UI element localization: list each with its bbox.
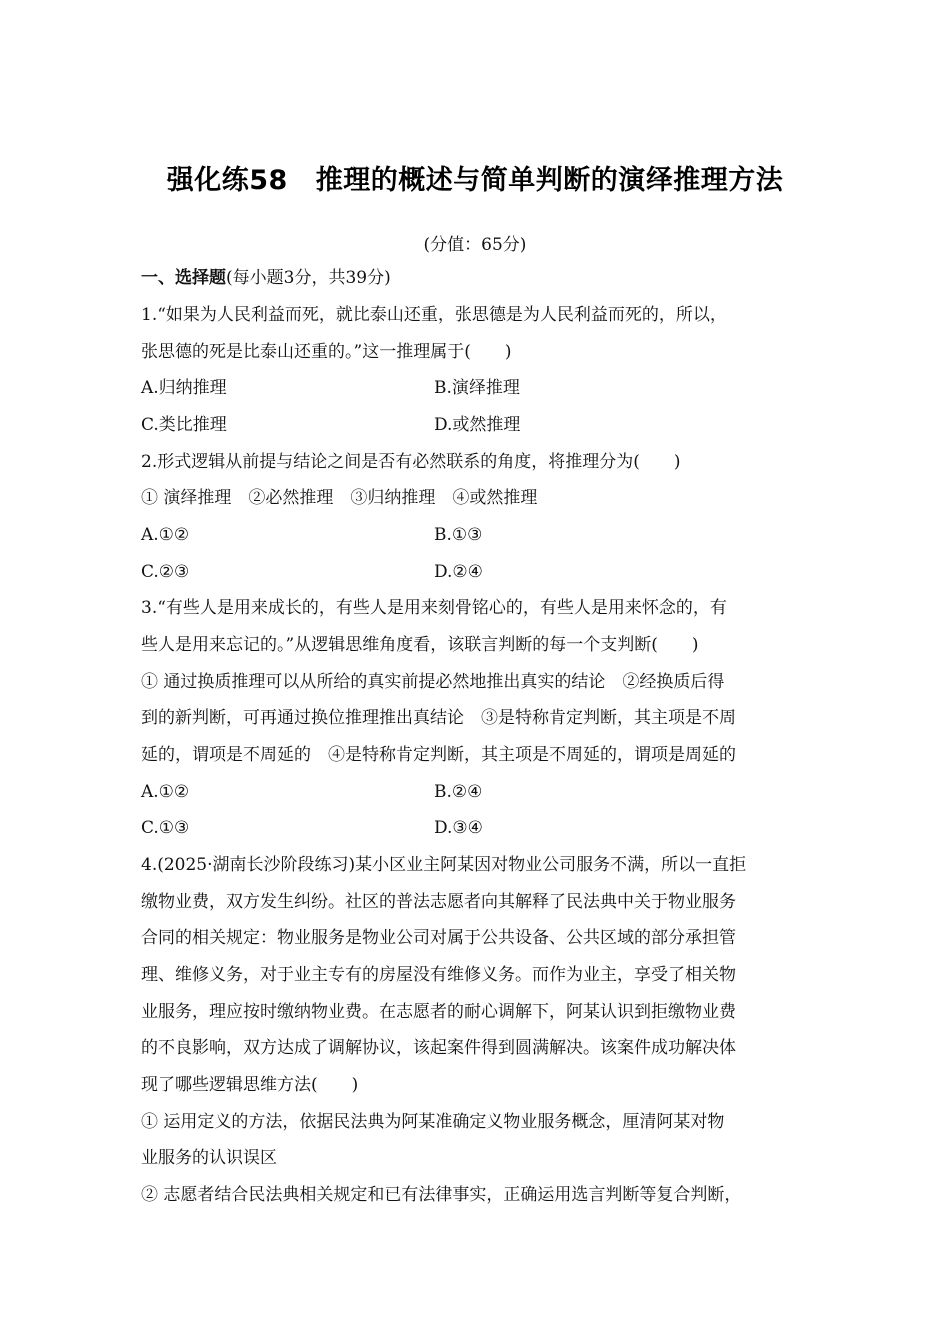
question-1-option-b: B.演绎推理: [434, 378, 520, 398]
question-2-option-a: A.①②: [141, 525, 190, 545]
section-heading: [141, 266, 391, 290]
question-3-line: 些人是用来忘记的。”从逻辑思维角度看，该联言判断的每一个支判断( ): [141, 635, 699, 655]
question-2-statements: ① 演绎推理 ②必然推理 ③归纳推理 ④或然推理: [141, 488, 538, 508]
section-note: (每小题3分，共39分): [226, 268, 391, 288]
question-4-statement-2: ② 志愿者结合民法典相关规定和已有法律事实，正确运用选言判断等复合判断，: [141, 1185, 742, 1205]
question-1-line: 张思德的死是比泰山还重的。”这一推理属于( ): [141, 342, 512, 362]
question-2-line: 2.形式逻辑从前提与结论之间是否有必然联系的角度，将推理分为( ): [141, 452, 681, 472]
question-3-line: 3.“有些人是用来成长的，有些人是用来刻骨铭心的，有些人是用来怀念的，有: [141, 598, 727, 618]
title-part-2: 推理的概述与简单判断的演绎推理方法: [315, 165, 784, 196]
question-4-line: 4.(2025·湖南长沙阶段练习)某小区业主阿某因对物业公司服务不满，所以一直拒: [141, 855, 747, 875]
question-1-option-a: A.归纳推理: [141, 378, 227, 398]
question-4-line: 的不良影响，双方达成了调解协议，该起案件得到圆满解决。该案件成功解决体: [141, 1038, 736, 1058]
question-3-statements: 延的，谓项是不周延的 ④是特称肯定判断，其主项是不周延的，谓项是周延的: [141, 745, 736, 765]
question-2-option-d: D.②④: [434, 562, 483, 582]
question-4-line: 业服务，理应按时缴纳物业费。在志愿者的耐心调解下，阿某认识到拒缴物业费: [141, 1002, 736, 1022]
question-1-option-d: D.或然推理: [434, 415, 521, 435]
question-2-option-c: C.②③: [141, 562, 190, 582]
question-3-statements: 到的新判断，可再通过换位推理推出真结论 ③是特称肯定判断，其主项是不周: [141, 708, 736, 728]
question-3-option-a: A.①②: [141, 782, 190, 802]
question-1-option-c: C.类比推理: [141, 415, 227, 435]
title-part-1: 强化练58: [166, 165, 288, 196]
question-4-line: 缴物业费，双方发生纠纷。社区的普法志愿者向其解释了民法典中关于物业服务: [141, 892, 736, 912]
question-4-statement-1: 业服务的认识误区: [141, 1148, 277, 1168]
question-2-option-b: B.①③: [434, 525, 483, 545]
question-3-option-d: D.③④: [434, 818, 483, 838]
question-3-option-b: B.②④: [434, 782, 483, 802]
question-4-statement-1: ① 运用定义的方法，依据民法典为阿某准确定义物业服务概念，厘清阿某对物: [141, 1112, 725, 1132]
question-4-line: 理、维修义务，对于业主专有的房屋没有维修义务。而作为业主，享受了相关物: [141, 965, 736, 985]
section-heading-text: 一、选择题: [141, 268, 226, 288]
page-title: [0, 158, 950, 197]
question-4-line: 现了哪些逻辑思维方法( ): [141, 1075, 359, 1095]
question-3-statements: ① 通过换质推理可以从所给的真实前提必然地推出真实的结论 ②经换质后得: [141, 672, 725, 692]
total-score: (分值：65分): [423, 235, 527, 255]
question-4-line: 合同的相关规定：物业服务是物业公司对属于公共设备、公共区域的部分承担管: [141, 928, 736, 948]
question-3-option-c: C.①③: [141, 818, 190, 838]
question-1-line: 1.“如果为人民利益而死，就比泰山还重，张思德是为人民利益而死的，所以，: [141, 305, 727, 325]
